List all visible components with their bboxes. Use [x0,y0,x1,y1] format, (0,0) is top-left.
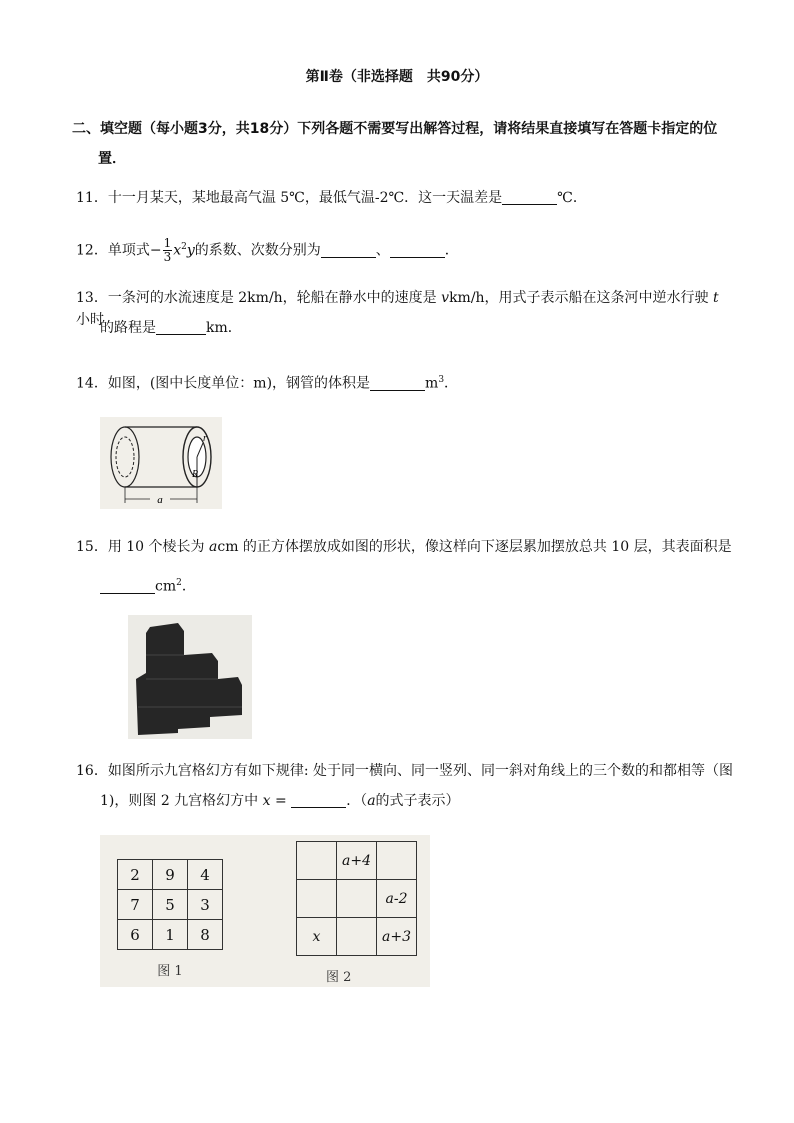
question-text: 一条河的水流速度是 2km/h，轮船在静水中的速度是 [107,290,442,306]
figure-caption-2: 图 2 [326,970,352,985]
question-number: 16． [76,763,108,779]
section-heading [72,114,732,174]
figure-magic-squares [100,835,430,987]
question-12 [76,232,736,265]
question-number: 14． [76,375,108,392]
question-text-end: km． [206,320,242,336]
math-fraction [163,237,173,264]
fraction-denominator: 3 [163,250,172,265]
answer-blank[interactable] [156,318,206,335]
grid-cell: a-2 [377,880,417,918]
fraction-numerator: 1 [163,236,172,251]
math-var-y: y [186,242,195,259]
question-number: 12． [76,242,108,259]
math-var-x: x [262,793,271,809]
grid-cell: 2 [118,860,153,890]
cube-stack-drawing [128,615,252,739]
question-text-b: 的系数、次数分别为 [194,242,321,259]
magic-square-1-grid [117,859,223,950]
math-exponent: 2 [181,242,187,252]
math-var-v: v [441,290,450,306]
unit: m [425,375,439,392]
grid-cell: 1 [153,920,188,950]
question-15-line2 [100,572,740,598]
question-text-end: ． [444,375,459,392]
grid-cell: x [297,918,337,956]
question-number: 15． [76,539,108,555]
question-text: 的路程是 [100,320,156,336]
grid-cell [377,842,417,880]
grid-cell: 9 [153,860,188,890]
separator: 、 [375,242,390,259]
section-heading-line1: 二、填空题（每小题3分，共18分）下列各题不需要写出解答过程，请将结果直接填写在答题卡指定的位 [72,121,718,137]
answer-blank-degree[interactable] [390,241,445,258]
math-var-a: a [367,793,376,809]
label-r: r [203,433,207,444]
grid-cell: 4 [188,860,223,890]
grid-cell: a+3 [377,918,417,956]
question-text-c: 小时 [76,312,104,328]
unit: cm [155,578,177,595]
question-16 [76,760,736,782]
question-text-b: ．（ [346,793,368,809]
question-text-end: ℃． [557,190,587,206]
magic-square-2-grid [296,841,417,956]
label-R: R [192,469,199,480]
grid-cell: 8 [188,920,223,950]
magic-square-1 [117,859,223,979]
grid-cell [297,842,337,880]
section-heading-line2: 置． [98,151,126,167]
answer-blank[interactable] [100,577,155,594]
figure-caption-1: 图 1 [157,964,183,979]
pipe-drawing [100,417,222,509]
grid-cell [337,918,377,956]
magic-square-2 [296,841,417,985]
question-text-end: ． [181,578,196,595]
label-a: a [157,494,163,506]
question-text: 如图所示九宫格幻方有如下规律: 处于同一横向、同一竖列、同一斜对角线上的三个数的和都相等（图 [107,763,733,779]
answer-blank-coefficient[interactable] [321,241,376,258]
grid-cell: a+4 [337,842,377,880]
figure-steel-pipe [100,417,222,509]
question-16-line2 [100,790,740,812]
question-text-end: ． [444,242,459,259]
equals: = [270,793,292,809]
question-text: 十一月某天，某地最高气温 5℃，最低气温-2℃．这一天温差是 [107,190,503,206]
math-var-t: t [713,290,719,306]
question-text-b: cm 的正方体摆放成如图的形状，像这样向下逐层累加摆放总共 10 层，其表面积是 [217,539,732,555]
math-exponent: 3 [438,375,445,385]
grid-cell: 3 [188,890,223,920]
grid-cell: 6 [118,920,153,950]
answer-blank[interactable] [502,188,557,205]
question-text: 用 10 个棱长为 [107,539,209,555]
answer-blank[interactable] [370,374,425,391]
pipe-back-outer [111,427,139,487]
question-text: 单项式 [107,242,150,259]
math-var-x: x [173,242,182,259]
question-14 [76,369,736,395]
math-var-a: a [209,539,218,555]
math-exponent: 2 [176,578,182,588]
grid-cell [337,880,377,918]
grid-cell [297,880,337,918]
grid-cell: 7 [118,890,153,920]
question-15 [76,536,736,558]
pipe-back-inner [116,437,134,477]
page-title: 第Ⅱ卷（非选择题 共90分） [305,69,489,85]
question-text: 如图，(图中长度单位：m)，钢管的体积是 [107,375,371,392]
answer-blank[interactable] [291,791,346,808]
figure-cube-stack [128,615,252,739]
grid-cell: 5 [153,890,188,920]
question-11 [76,187,736,209]
question-13-line2 [100,317,740,339]
question-text-b: km/h，用式子表示船在这条河中逆水行驶 [449,290,714,306]
math-minus: − [149,242,162,259]
question-text-c: 的式子表示） [375,793,460,809]
question-number: 13． [76,290,108,306]
question-number: 11． [76,190,108,206]
question-text: 1)，则图 2 九宫格幻方中 [100,793,263,809]
